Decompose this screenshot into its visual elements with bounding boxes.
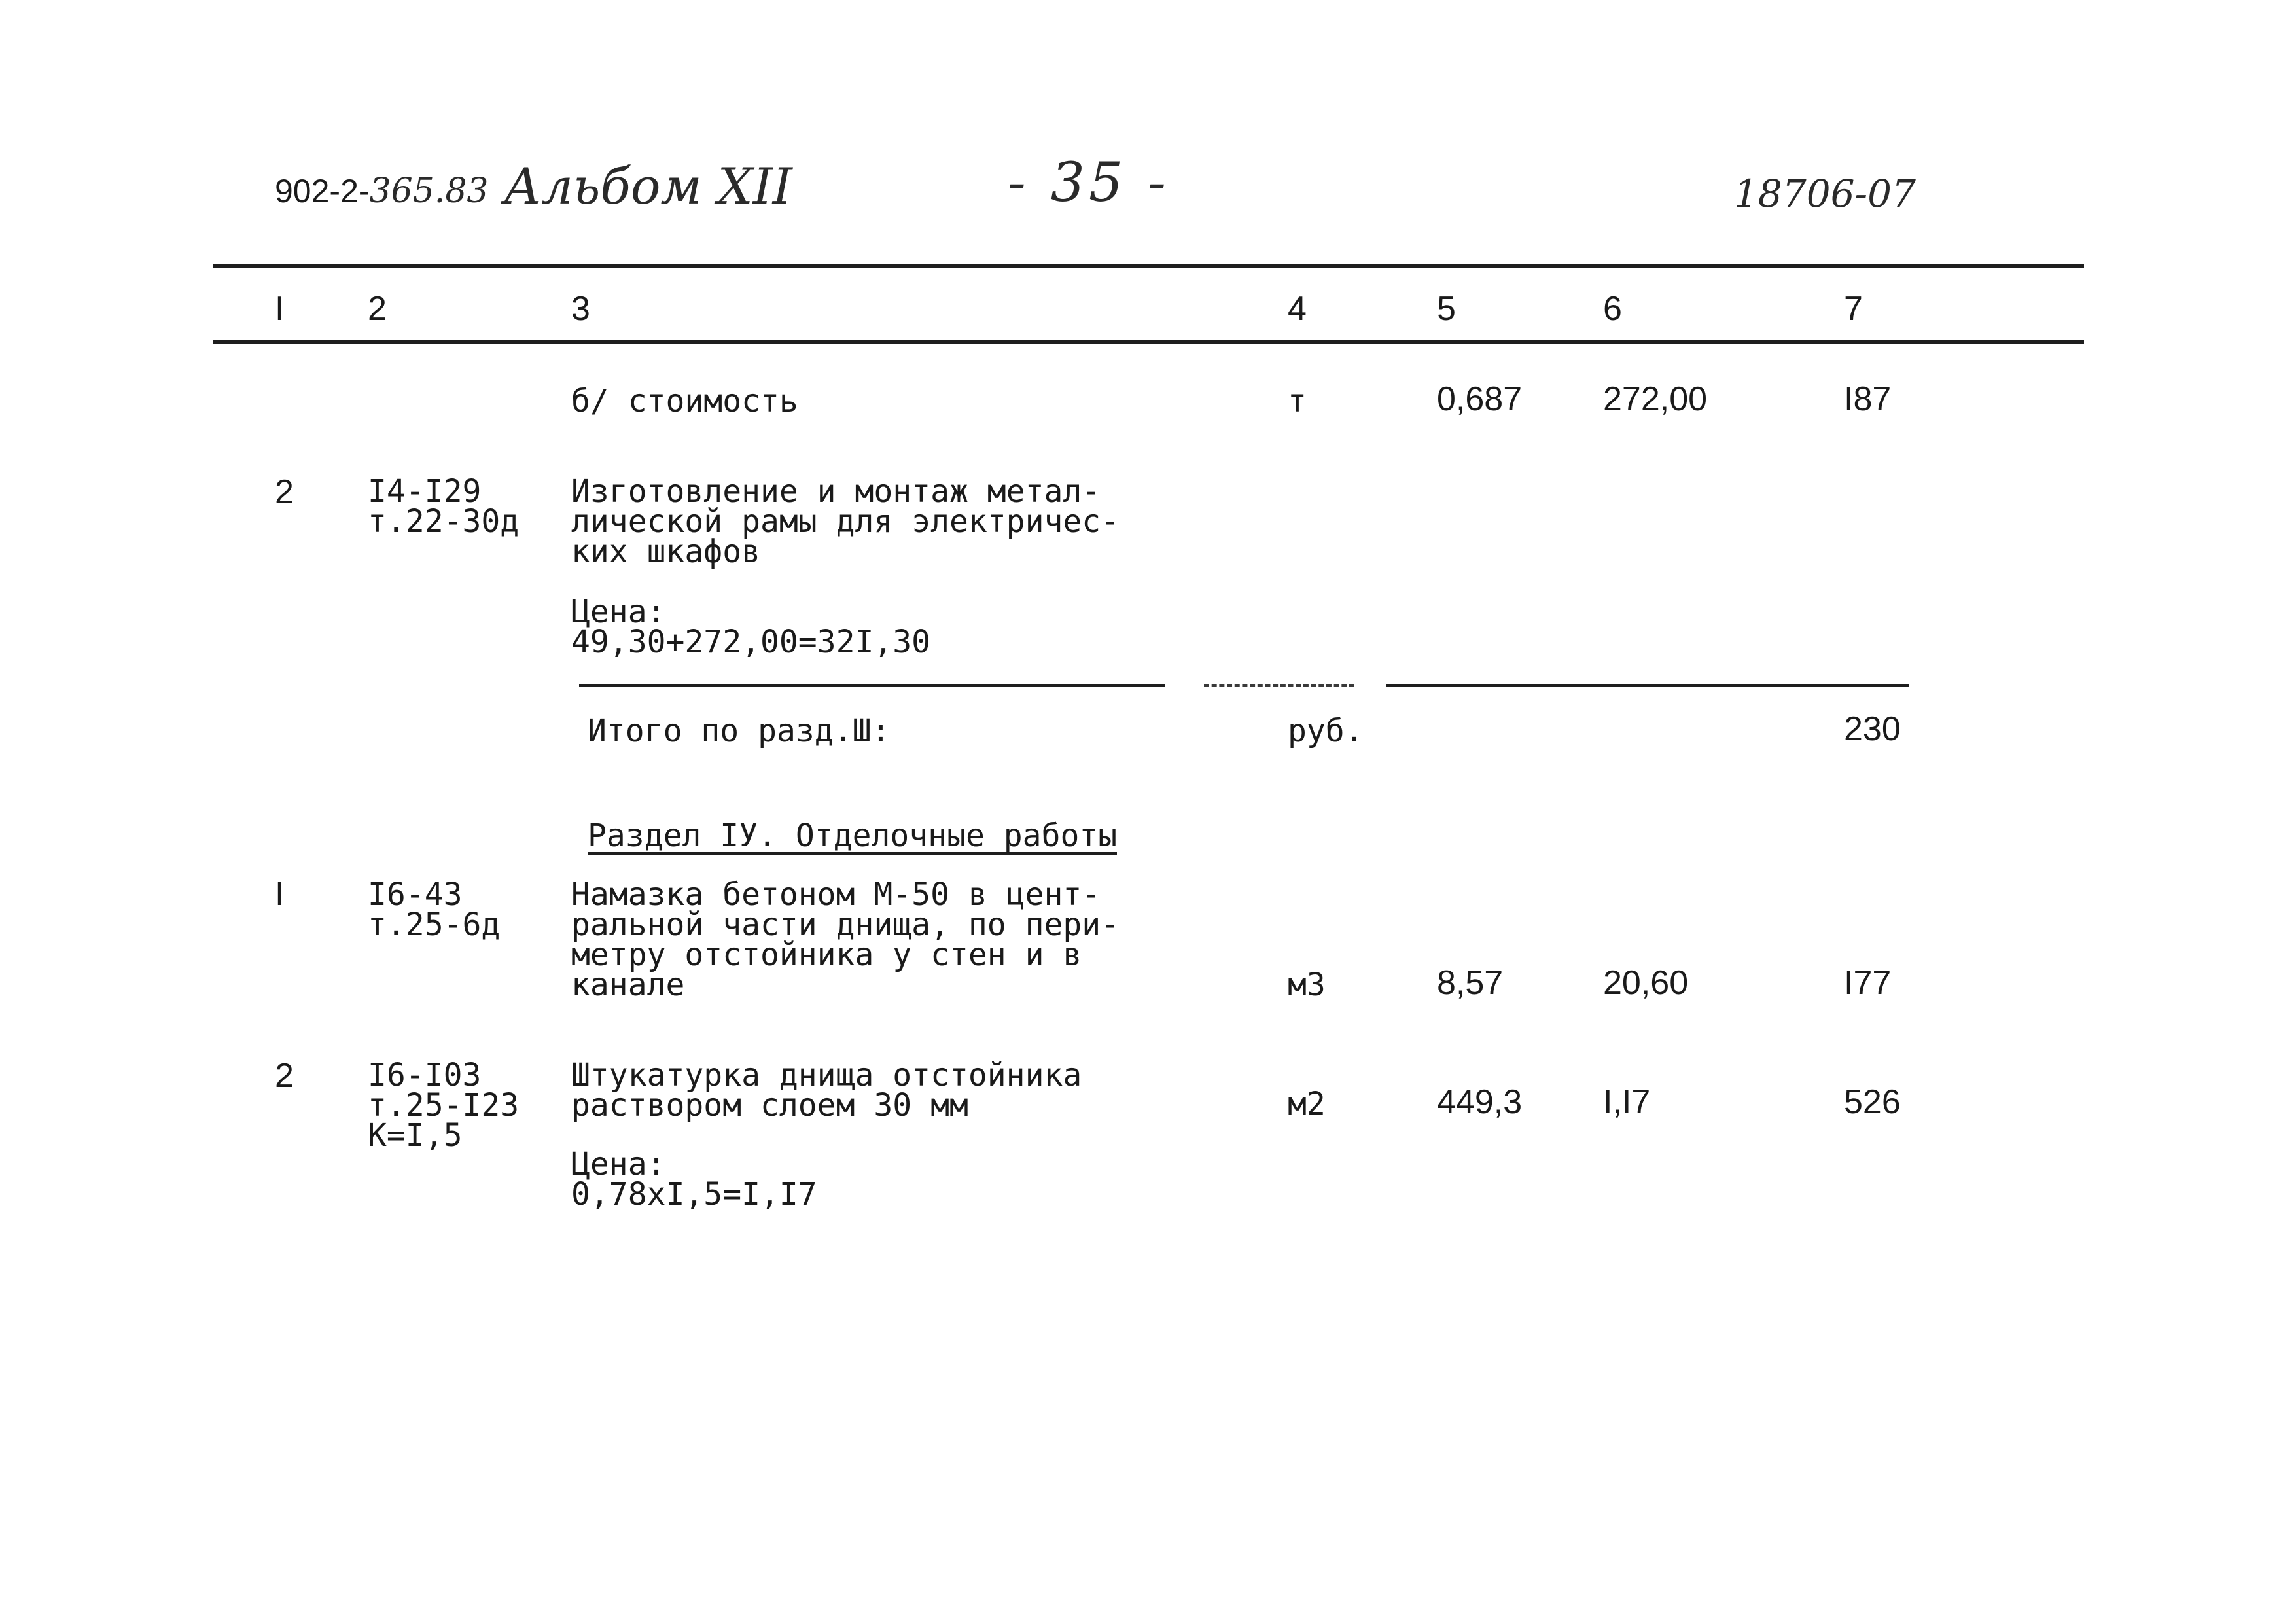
- section-4-title: Раздел IУ. Отделочные работы: [588, 817, 1118, 854]
- item-2-sec4-number: 2: [275, 1057, 294, 1095]
- price-formula: 0,78хI,5=I,I7: [571, 1176, 817, 1213]
- section-3-total-label: Итого по разд.Ш:: [588, 713, 891, 749]
- description-line: ральной части днища, по пери-: [571, 906, 1120, 943]
- item-1-unit: м3: [1288, 967, 1326, 1003]
- price-label: Цена:: [571, 594, 666, 630]
- column-header-7: 7: [1844, 290, 1863, 328]
- code-line: К=I,5: [368, 1117, 463, 1154]
- description-line: ких шкафов: [571, 533, 760, 570]
- code-line: т.25-I23: [368, 1087, 520, 1124]
- document-code: [275, 171, 488, 211]
- page-number: - 35 -: [1008, 152, 1170, 214]
- code-line: I6-43: [368, 876, 463, 913]
- header-bottom-rule: [213, 340, 2084, 344]
- cost-row-total: I87: [1844, 380, 1892, 418]
- item-2-code: [368, 473, 520, 540]
- column-header-3: 3: [571, 290, 590, 328]
- item-1-number: I: [275, 875, 285, 913]
- description-line: раствором слоем 30 мм: [571, 1087, 968, 1124]
- item-2-sec4-description: [571, 1057, 1082, 1124]
- cost-row-description: б/ стоимость: [571, 383, 798, 419]
- item-2-sec4-quantity: 449,3: [1437, 1083, 1523, 1121]
- description-line: метру отстойника у стен и в: [571, 936, 1082, 973]
- column-header-5: 5: [1437, 290, 1456, 328]
- column-header-6: 6: [1603, 290, 1622, 328]
- section-3-total-unit: руб.: [1288, 713, 1364, 749]
- item-1-code: [368, 876, 501, 943]
- item-2-sec4-price-note: [571, 1146, 817, 1213]
- album-label: Альбом XII: [504, 157, 792, 215]
- column-header-2: 2: [368, 290, 387, 328]
- code-line: I4-I29: [368, 473, 482, 510]
- subtotal-rule-left: [579, 684, 1165, 687]
- description-line: Изготовление и монтаж метал-: [571, 473, 1101, 510]
- item-1-quantity: 8,57: [1437, 964, 1504, 1002]
- column-header-1: I: [275, 290, 285, 328]
- description-line: канале: [571, 967, 685, 1003]
- cost-row-quantity: 0,687: [1437, 380, 1523, 418]
- description-line: Штукатурка днища отстойника: [571, 1057, 1082, 1094]
- code-line: I6-I03: [368, 1057, 482, 1094]
- item-2-sec4-unit: м2: [1288, 1086, 1326, 1122]
- code-line: т.25-6д: [368, 906, 501, 943]
- section-3-total-value: 230: [1844, 710, 1901, 748]
- document-code-typed: 902-2-: [275, 173, 370, 209]
- subtotal-rule-right: [1386, 684, 1909, 687]
- document-code-handwritten: 365.83: [369, 171, 489, 211]
- sheet-code: 18706-07: [1734, 171, 1916, 216]
- price-label: Цена:: [571, 1146, 666, 1183]
- item-1-price: 20,60: [1603, 964, 1689, 1002]
- item-2-number: 2: [275, 473, 294, 511]
- item-2-sec4-total: 526: [1844, 1083, 1901, 1121]
- column-header-4: 4: [1288, 290, 1307, 328]
- description-line: Намазка бетоном М-50 в цент-: [571, 876, 1101, 913]
- item-1-description: [571, 876, 1120, 1003]
- code-line: т.22-30д: [368, 503, 520, 540]
- cost-row-unit: т: [1288, 383, 1307, 419]
- item-1-total: I77: [1844, 964, 1892, 1002]
- top-rule: [213, 264, 2084, 268]
- description-line: лической рамы для электричес-: [571, 503, 1120, 540]
- item-2-sec4-price: I,I7: [1603, 1083, 1651, 1121]
- cost-row-price: 272,00: [1603, 380, 1708, 418]
- item-2-price-note: [571, 594, 931, 660]
- price-formula: 49,30+272,00=32I,30: [571, 624, 931, 660]
- item-2-description: [571, 473, 1120, 570]
- item-2-sec4-code: [368, 1057, 520, 1154]
- subtotal-rule-mid: [1204, 684, 1354, 687]
